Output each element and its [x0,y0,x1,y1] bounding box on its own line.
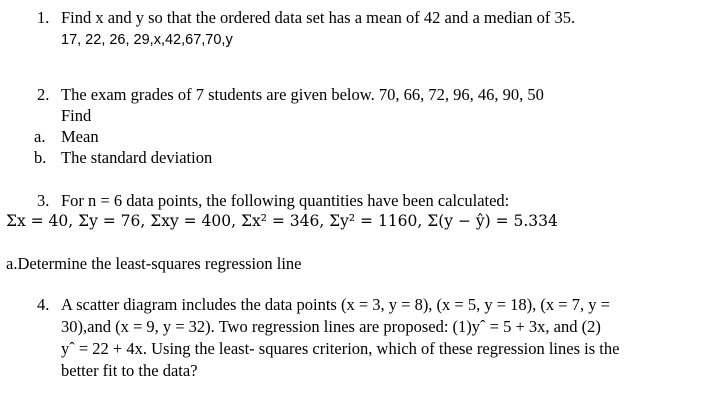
question-4-line-3: yˆ = 22 + 4x. Using the least- squares criterion, which of these regression lines is the [61,339,620,358]
part-label: b. [34,148,47,167]
question-2-part-b [34,147,212,168]
question-number: 3. [37,191,50,210]
question-4-line-2: 30),and (x = 9, y = 32). Two regression lines are proposed: (1)yˆ = 5 + 3x, and (2) [61,317,601,336]
question-3-part-a: a.Determine the least-squares regression line [6,254,302,273]
question-number: 4. [37,295,50,314]
question-1-data: 17, 22, 26, 29,x,42,67,70,y [61,32,233,48]
question-number: 1. [37,8,50,27]
question-number: 2. [37,85,50,104]
question-4-line-4: better fit to the data? [61,361,198,380]
question-2 [37,84,544,105]
part-text: The standard deviation [61,148,213,167]
question-2-part-a [34,126,99,147]
part-text: Mean [61,127,99,146]
question-text: Find x and y so that the ordered data set has a mean of 42 and a median of 35. [61,8,576,27]
question-4 [37,294,610,315]
question-text: The exam grades of 7 students are given below. 70, 66, 72, 96, 46, 90, 50 [61,85,544,104]
question-2-find: Find [61,106,92,125]
question-1 [37,7,575,28]
question-3-sums: Σx = 40, Σy = 76, Σxy = 400, Σx² = 346, Σy² = 1160, Σ(y − ŷ) = 5.334 [6,212,558,230]
part-label: a. [34,127,46,146]
question-text: For n = 6 data points, the following quantities have been calculated: [61,191,510,210]
question-3 [37,190,509,211]
question-text-line-1: A scatter diagram includes the data points (x = 3, y = 8), (x = 5, y = 18), (x = 7, y = [61,295,610,314]
